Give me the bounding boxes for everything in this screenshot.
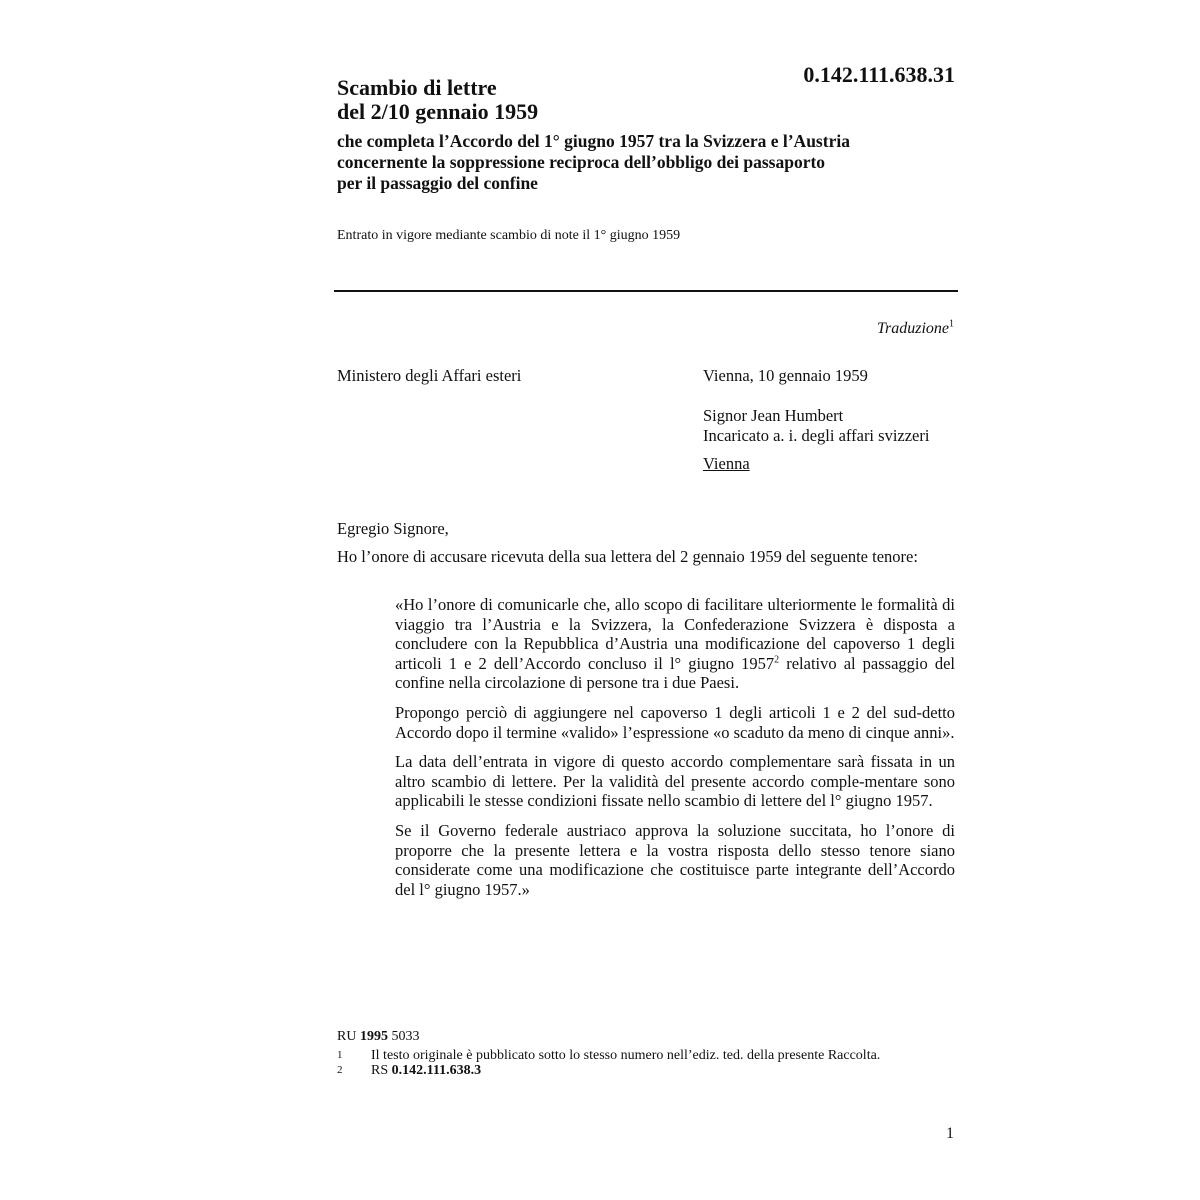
sr-number: 0.142.111.638.31 (803, 62, 955, 87)
ru-prefix: RU (337, 1029, 357, 1044)
footnote-ref-1: 1 (949, 318, 954, 330)
addressee-name: Signor Jean Humbert (703, 406, 844, 425)
intro-paragraph: Ho l’onore di accusare ricevuta della sua lettera del 2 gennaio 1959 del seguente tenore: (337, 547, 918, 566)
footnotes (337, 1029, 917, 1079)
ru-reference (337, 1029, 917, 1045)
addressee-role: Incaricato a. i. degli affari svizzeri (703, 426, 930, 445)
document-title (337, 76, 538, 124)
footnote-2-prefix: RS (371, 1063, 389, 1078)
header-divider (334, 290, 958, 292)
footnote-2-number: 2 (337, 1064, 343, 1076)
quote-paragraph-3: La data dell’entrata in vigore di questo accordo complementare sarà fissata in un altro scambio di lettere. Per la validità del presente accordo comple-mentare sono applicabili le stesse condizioni fissate nello scambio di lettere del l° giugno 1957. (395, 752, 955, 811)
footnote-2-text: 0.142.111.638.3 (391, 1063, 482, 1078)
subtitle-line-3: per il passaggio del confine (337, 173, 538, 193)
page-number: 1 (946, 1125, 954, 1142)
ru-year: 1995 (359, 1029, 388, 1044)
footnote-2-content (371, 1063, 917, 1079)
document-subtitle (337, 131, 967, 194)
place-date: Vienna, 10 gennaio 1959 (703, 366, 868, 385)
footnote-1-number: 1 (337, 1048, 343, 1061)
title-line-2: del 2/10 gennaio 1959 (337, 99, 539, 124)
footnote-2 (337, 1063, 917, 1079)
addressee-city: Vienna (703, 454, 750, 473)
quote-paragraph-1 (395, 595, 955, 693)
footnote-1 (337, 1048, 917, 1064)
ru-page: 5033 (391, 1029, 420, 1044)
footnote-1-text: Il testo originale è pubblicato sotto lo stesso numero nell’ediz. ted. della presente Raccolta. (371, 1047, 881, 1063)
sender: Ministero degli Affari esteri (337, 366, 522, 385)
subtitle-line-1: che completa l’Accordo del 1° giugno 1957 tra la Svizzera e l’Austria (337, 131, 850, 151)
addressee-block (703, 406, 929, 474)
salutation: Egregio Signore, (337, 519, 449, 538)
title-line-1: Scambio di lettre (337, 75, 497, 100)
quote-p1-text: «Ho l’onore di comunicarle che, allo scopo di facilitare ulteriormente le formalità di viaggio tra l’Austria e la Svizzera, la Confederazione Svizzera è disposta a concludere con la Repubblica d’Austria una modificazione del capoverso 1 degli articoli 1 e 2 dell’Accordo concluso il l° giugno 1957 (395, 595, 955, 673)
quote-paragraph-4: Se il Governo federale austriaco approva la soluzione succitata, ho l’onore di proporre che la presente lettera e la vostra risposta dello stesso tenore siano considerate come una modificazione che costituisce parte integrante dell’Accordo del l° giugno 1957.» (395, 820, 955, 899)
quote-paragraph-2: Propongo perciò di aggiungere nel capoverso 1 degli articoli 1 e 2 del sud-detto Accordo dopo il termine «valido» l’espressione «o scaduto da meno di cinque anni». (395, 702, 955, 742)
quoted-letter (395, 595, 955, 909)
quote-p1-tail: relativo al passaggio del confine nella circolazione di persone tra i due Paesi. (395, 653, 955, 693)
subtitle-line-2: concernente la soppressione reciproca dell’obbligo dei passaporto (337, 152, 826, 172)
entry-into-force-note: Entrato in vigore mediante scambio di note il 1° giugno 1959 (337, 228, 681, 243)
translation-text: Traduzione (876, 320, 949, 337)
translation-label (700, 320, 954, 338)
footnote-ref-2: 2 (774, 654, 780, 666)
